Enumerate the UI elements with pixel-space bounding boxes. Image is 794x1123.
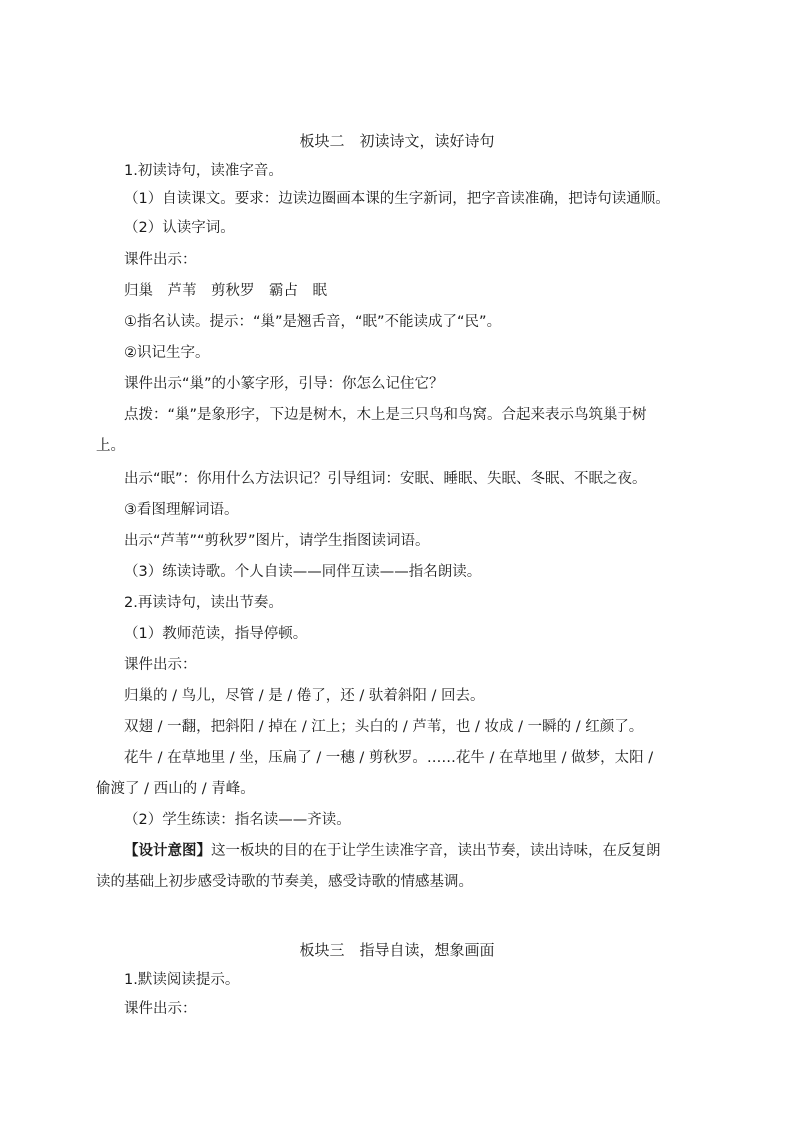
- paragraph: （1）自读课文。要求：边读边圈画本课的生字新词，把字音读准确，把诗句读通顺。: [124, 191, 670, 207]
- design-intent-tag: 【设计意图】: [124, 843, 211, 859]
- paragraph: （3）练读诗歌。个人自读——同伴互读——指名朗读。: [124, 564, 482, 580]
- paragraph: ③看图理解词语。: [124, 502, 239, 518]
- paragraph: （2）认读字词。: [124, 220, 235, 236]
- poem-line: 花牛 / 在草地里 / 坐，压扁了 / 一穗 / 剪秋罗。……花牛 / 在草地里 / 做梦，太阳 /: [124, 750, 654, 766]
- paragraph: （1）教师范读，指导停顿。: [124, 626, 308, 642]
- design-intent: [124, 839, 661, 860]
- paragraph: 课件出示“巢”的小篆字形，引导：你怎么记住它？: [124, 376, 444, 392]
- paragraph: 出示“芦苇”“剪秋罗”图片，请学生指图读词语。: [124, 533, 430, 549]
- paragraph: ②识记生字。: [124, 345, 210, 361]
- paragraph: 1.默读阅读提示。: [124, 972, 240, 988]
- poem-line: 双翅 / 一翻，把斜阳 / 掉在 / 江上；头白的 / 芦苇，也 / 妆成 / 一瞬的 / 红颜了。: [124, 719, 644, 735]
- design-intent-continuation: 读的基础上初步感受诗歌的节奏美，感受诗歌的情感基调。: [96, 874, 473, 890]
- paragraph: （2）学生练读：指名读——齐读。: [124, 812, 351, 828]
- poem-line: 归巢的 / 鸟儿，尽管 / 是 / 倦了，还 / 驮着斜阳 / 回去。: [124, 688, 485, 704]
- section2-heading: 板块二 初读诗文，读好诗句: [299, 132, 495, 150]
- paragraph: 课件出示：: [124, 1001, 197, 1017]
- paragraph-continuation: 上。: [96, 438, 125, 454]
- section3-heading: 板块三 指导自读，想象画面: [299, 941, 495, 959]
- paragraph: 点拨：“巢”是象形字，下边是树木，木上是三只鸟和鸟窝。合起来表示鸟筑巢于树: [124, 407, 647, 423]
- paragraph: 出示“眠”：你用什么方法识记？引导组词：安眠、睡眠、失眠、冬眠、不眠之夜。: [124, 471, 647, 487]
- paragraph: 课件出示：: [124, 657, 197, 673]
- design-intent-text: 这一板块的目的在于让学生读准字音，读出节奏，读出诗味，在反复朗: [211, 843, 661, 859]
- paragraph: 2.再读诗句，读出节奏。: [124, 595, 283, 611]
- paragraph: 1.初读诗句，读准字音。: [124, 163, 283, 179]
- paragraph: ①指名认读。提示：“巢”是翘舌音，“眠”不能读成了“民”。: [124, 314, 502, 330]
- word-list: 归巢 芦苇 剪秋罗 霸占 眠: [124, 283, 327, 299]
- paragraph: 课件出示：: [124, 252, 197, 268]
- poem-line-continuation: 偷渡了 / 西山的 / 青峰。: [96, 781, 255, 797]
